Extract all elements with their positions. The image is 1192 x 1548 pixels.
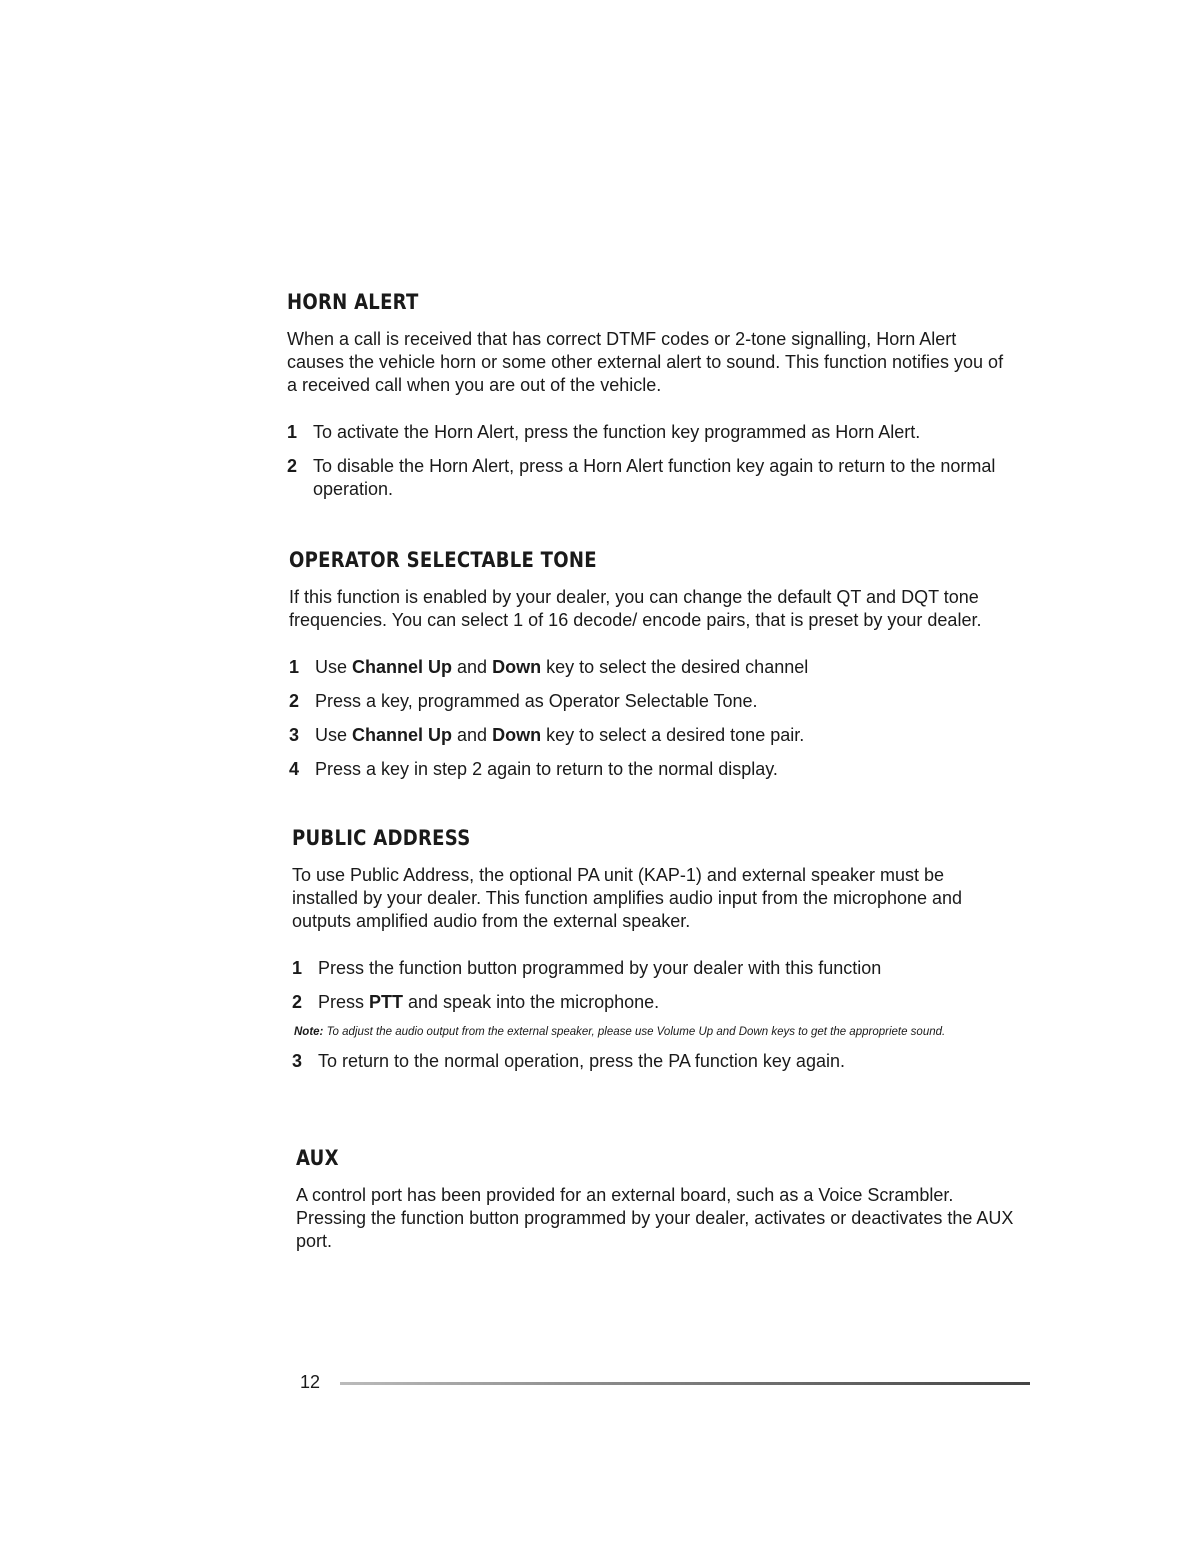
list-item bbox=[289, 758, 1009, 781]
step-text: To activate the Horn Alert, press the function key programmed as Horn Alert. bbox=[313, 422, 921, 442]
step-text: To disable the Horn Alert, press a Horn Alert function key again to return to the normal operation. bbox=[313, 456, 996, 499]
list-item bbox=[289, 656, 1009, 679]
step-number: 1 bbox=[292, 958, 303, 978]
list-item bbox=[292, 957, 1012, 980]
list-item bbox=[289, 690, 1009, 713]
page-footer bbox=[300, 1372, 1030, 1394]
step-text: Press the function button programmed by your dealer with this function bbox=[318, 958, 882, 978]
aux-intro: A control port has been provided for an external board, such as a Voice Scrambler. Pressing the function button programmed by your dealer, activates or deactivates the AUX port. bbox=[296, 1185, 1014, 1251]
aux-heading: AUX bbox=[296, 1146, 339, 1170]
down-key-label: Down bbox=[492, 657, 542, 677]
horn-alert-intro: When a call is received that has correct DTMF codes or 2-tone signalling, Horn Alert causes the vehicle horn or some other external alert to sound. This function notifies you of a received call when you are out of the vehicle. bbox=[287, 329, 1004, 395]
down-key-label: Down bbox=[492, 725, 542, 745]
list-item bbox=[287, 421, 1007, 444]
page-number: 12 bbox=[300, 1372, 321, 1392]
step-text: Press bbox=[318, 992, 370, 1012]
step-number: 2 bbox=[292, 992, 303, 1012]
aux-section bbox=[296, 1146, 1016, 1277]
step-text: Press a key, programmed as Operator Selectable Tone. bbox=[315, 691, 758, 711]
step-text: Use bbox=[315, 657, 353, 677]
step-number: 1 bbox=[289, 657, 300, 677]
note-label: Note: bbox=[294, 1026, 324, 1038]
horn-alert-section bbox=[287, 290, 1007, 512]
list-item bbox=[292, 991, 1012, 1014]
operator-tone-steps bbox=[289, 656, 1009, 781]
step-number: 4 bbox=[289, 759, 300, 779]
step-number: 3 bbox=[292, 1051, 303, 1071]
horn-alert-steps bbox=[287, 421, 1007, 501]
note-text: To adjust the audio output from the external speaker, please use Volume Up and Down keys to get the appropriete sound. bbox=[323, 1026, 946, 1038]
ptt-key-label: PTT bbox=[369, 992, 404, 1012]
step-number: 1 bbox=[287, 422, 298, 442]
step-text: and speak into the microphone. bbox=[403, 992, 660, 1012]
step-text: Use bbox=[315, 725, 353, 745]
step-number: 3 bbox=[289, 725, 300, 745]
step-text: To return to the normal operation, press the PA function key again. bbox=[318, 1051, 845, 1071]
step-text: key to select a desired tone pair. bbox=[541, 725, 805, 745]
public-address-intro: To use Public Address, the optional PA unit (KAP-1) and external speaker must be installed by your dealer. This function amplifies audio input from the microphone and outputs amplified audio from the external speaker. bbox=[292, 865, 963, 931]
public-address-section bbox=[292, 826, 1012, 1084]
operator-tone-section bbox=[289, 548, 1009, 792]
list-item bbox=[287, 455, 1007, 501]
public-address-steps bbox=[292, 957, 1012, 1014]
list-item bbox=[289, 724, 1009, 747]
step-text: key to select the desired channel bbox=[541, 657, 809, 677]
public-address-steps-continued bbox=[292, 1050, 1012, 1073]
operator-tone-heading: OPERATOR SELECTABLE TONE bbox=[289, 548, 597, 572]
volume-note bbox=[294, 1025, 1024, 1040]
list-item bbox=[292, 1050, 1012, 1073]
footer-rule bbox=[340, 1382, 1030, 1385]
public-address-heading: PUBLIC ADDRESS bbox=[292, 826, 471, 850]
channel-up-key-label: Channel Up bbox=[352, 657, 453, 677]
step-text: and bbox=[452, 657, 493, 677]
operator-tone-intro: If this function is enabled by your dealer, you can change the default QT and DQT tone frequencies. You can select 1 of 16 decode/ encode pairs, that is preset by your dealer. bbox=[289, 587, 982, 630]
step-number: 2 bbox=[287, 456, 298, 476]
horn-alert-heading: HORN ALERT bbox=[287, 290, 419, 314]
step-text: and bbox=[452, 725, 493, 745]
step-text: Press a key in step 2 again to return to the normal display. bbox=[315, 759, 778, 779]
step-number: 2 bbox=[289, 691, 300, 711]
channel-up-key-label: Channel Up bbox=[352, 725, 453, 745]
